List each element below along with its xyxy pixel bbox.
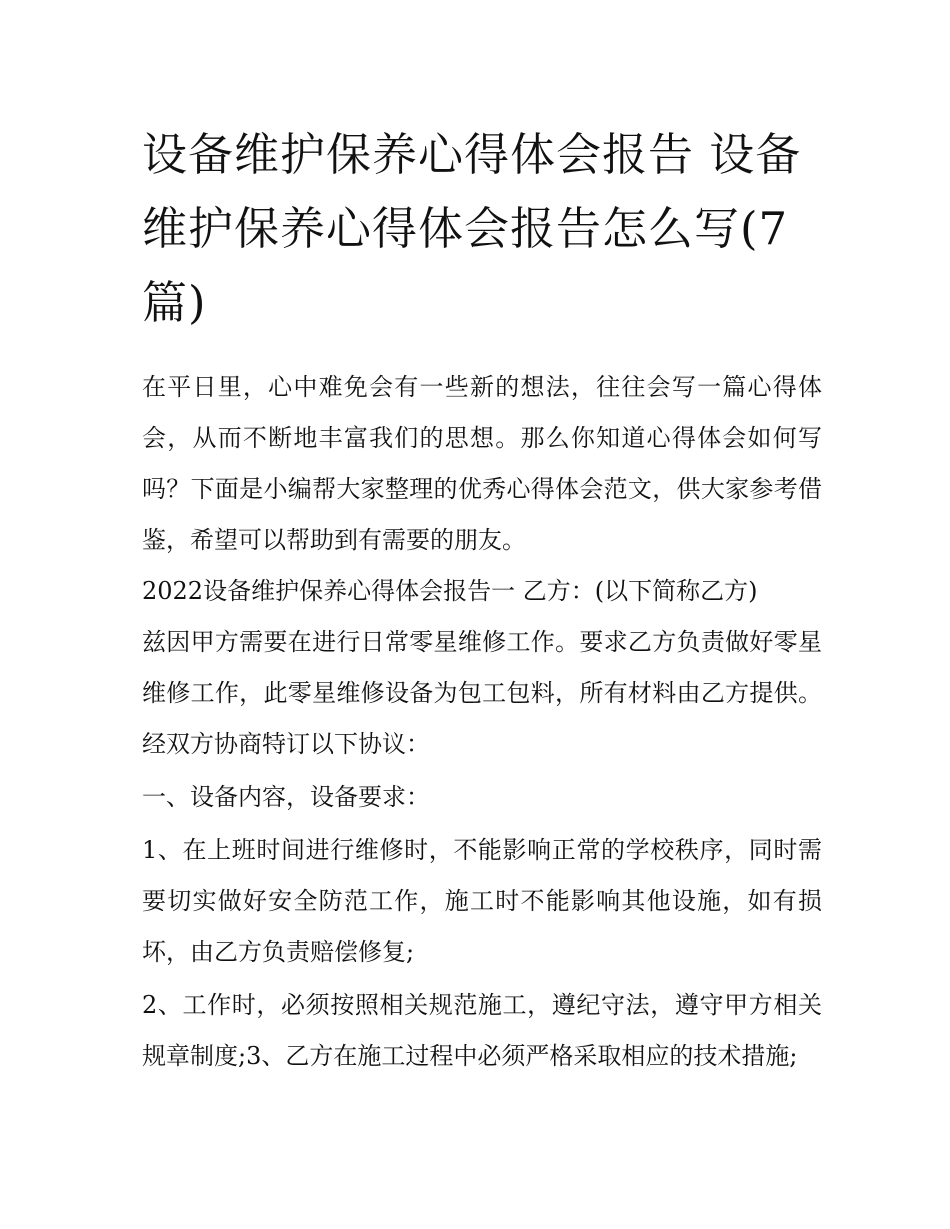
section-heading: 一、设备内容，设备要求： — [142, 783, 430, 811]
agreement-paragraph: 兹因甲方需要在进行日常零星维修工作。要求乙方负责做好零星维修工作，此零星维修设备为包工包料，所有材料由乙方提供。经双方协商特订以下协议： — [142, 628, 822, 758]
document-title: 设备维护保养心得体会报告 设备维护保养心得体会报告怎么写(7篇) — [142, 128, 802, 329]
report-heading-line: 2022设备维护保养心得体会报告一 乙方：(以下简称乙方) — [142, 577, 758, 605]
clause-2-3: 2、工作时，必须按照相关规范施工，遵纪守法，遵守甲方相关规章制度;3、乙方在施工过程中必须严格采取相应的技术措施; — [142, 991, 822, 1070]
clause-1: 1、在上班时间进行维修时，不能影响正常的学校秩序，同时需要切实做好安全防范工作，施工时不能影响其他设施，如有损坏，由乙方负责赔偿修复; — [142, 836, 822, 966]
document-page — [142, 118, 822, 1082]
intro-paragraph: 在平日里，心中难免会有一些新的想法，往往会写一篇心得体会，从而不断地丰富我们的思想。那么你知道心得体会如何写吗？下面是小编帮大家整理的优秀心得体会范文，供大家参考借鉴，希望可以帮助到有需要的朋友。 — [142, 373, 822, 554]
